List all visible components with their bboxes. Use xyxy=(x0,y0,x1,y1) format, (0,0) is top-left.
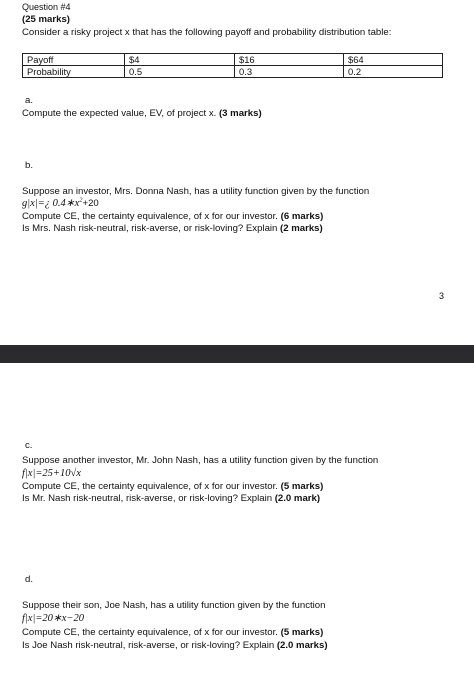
question-marks: (25 marks) xyxy=(22,14,70,25)
part-c-q1-marks: (5 marks) xyxy=(280,481,324,492)
part-d-q2-text: Is Joe Nash risk-neutral, risk-averse, or risk-loving? Explain xyxy=(22,640,275,651)
part-c-question-1 xyxy=(22,481,323,493)
part-b-letter: b. xyxy=(25,160,34,171)
part-b-formula xyxy=(22,198,99,210)
part-b-question-1 xyxy=(22,211,323,223)
part-d-letter: d. xyxy=(25,574,34,585)
part-b-formula-rhs: +20 xyxy=(82,198,99,209)
table-cell: 0.2 xyxy=(344,66,443,78)
table-cell: $4 xyxy=(125,54,235,66)
part-a-letter: a. xyxy=(25,95,34,106)
payoff-probability-table xyxy=(22,53,443,78)
part-b-formula-lhs: g|x|=¿ 0.4∗x xyxy=(22,198,80,209)
part-c-q1-text: Compute CE, the certainty equivalence, of x for our investor. xyxy=(22,481,278,492)
part-c-intro: Suppose another investor, Mr. John Nash, has a utility function given by the function xyxy=(22,455,379,466)
part-d-formula: f|x|=20∗x−20 xyxy=(22,613,84,624)
part-c-letter: c. xyxy=(25,440,33,451)
table-row-label: Probability xyxy=(23,66,125,78)
page-break-divider xyxy=(0,345,474,363)
question-number: Question #4 xyxy=(22,2,71,12)
part-c-question-2 xyxy=(22,493,320,505)
question-intro: Consider a risky project x that has the following payoff and probability distribution table: xyxy=(22,27,392,38)
table-row-probability xyxy=(23,66,443,78)
part-c-q2-marks: (2.0 mark) xyxy=(274,493,321,504)
part-b-q1-marks: (6 marks) xyxy=(280,211,324,222)
table-cell: $16 xyxy=(235,54,344,66)
part-b-formula-exponent: 2 xyxy=(79,196,83,204)
part-c-q2-text: Is Mr. Nash risk-neutral, risk-averse, or risk-loving? Explain xyxy=(22,493,273,504)
part-c-formula: f|x|=25+10√x xyxy=(22,468,81,479)
page-number: 3 xyxy=(439,291,445,301)
table-cell: $64 xyxy=(344,54,443,66)
table-row-label: Payoff xyxy=(23,54,125,66)
part-d-question-1 xyxy=(22,627,323,639)
table-row-payoff xyxy=(23,54,443,66)
part-b-q1-text: Compute CE, the certainty equivalence, of x for our investor. xyxy=(22,211,278,222)
part-d-q2-marks: (2.0 marks) xyxy=(276,640,328,651)
part-b-q2-text: Is Mrs. Nash risk-neutral, risk-averse, or risk-loving? Explain xyxy=(22,223,278,234)
part-a-question xyxy=(22,108,262,120)
part-d-q1-text: Compute CE, the certainty equivalence, of x for our investor. xyxy=(22,627,278,638)
part-d-intro: Suppose their son, Joe Nash, has a utility function given by the function xyxy=(22,600,326,611)
table-cell: 0.3 xyxy=(235,66,344,78)
part-b-question-2 xyxy=(22,223,323,235)
part-a-marks: (3 marks) xyxy=(218,108,262,119)
part-b-q2-marks: (2 marks) xyxy=(280,223,323,234)
table-cell: 0.5 xyxy=(125,66,235,78)
part-a-text: Compute the expected value, EV, of project x. xyxy=(22,108,217,119)
part-b-intro: Suppose an investor, Mrs. Donna Nash, has a utility function given by the function xyxy=(22,186,370,197)
part-d-question-2 xyxy=(22,640,328,652)
part-d-q1-marks: (5 marks) xyxy=(280,627,324,638)
